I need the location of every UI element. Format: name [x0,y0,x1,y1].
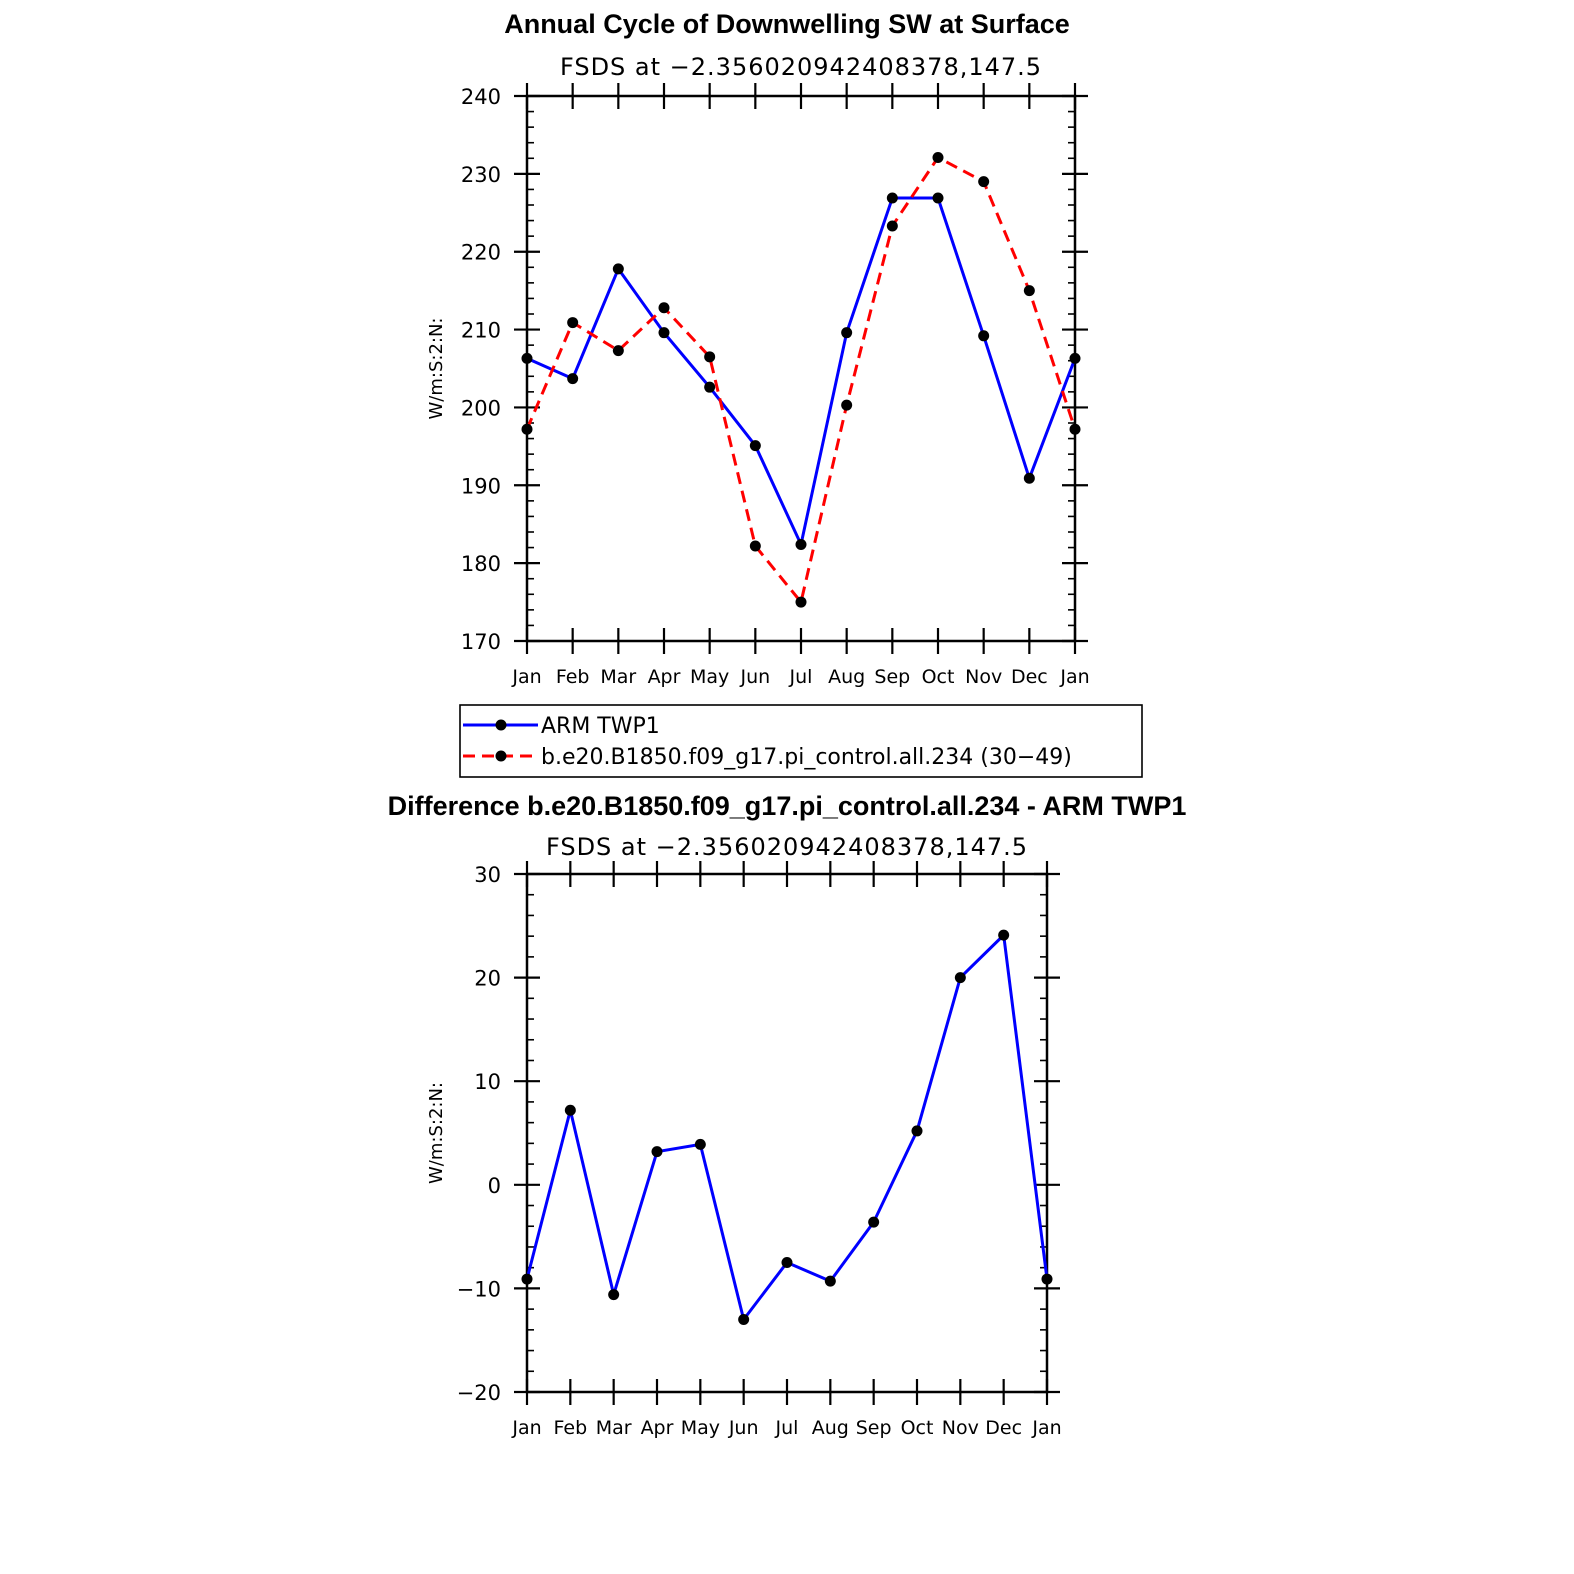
x-tick-label: Sep [855,1417,892,1439]
y-tick-label: 230 [460,162,501,187]
data-point [608,1289,619,1300]
data-point [522,353,533,364]
data-point [887,221,898,232]
data-point [522,424,533,435]
legend-swatch-marker [496,720,507,731]
data-point [613,345,624,356]
x-tick-label: May [680,1417,720,1439]
data-point [659,302,670,313]
data-point [695,1139,706,1150]
data-point [565,1105,576,1116]
series-line [527,198,1075,544]
data-point [933,152,944,163]
y-tick-label: 0 [487,1173,501,1198]
x-tick-label: Dec [985,1417,1023,1439]
data-point [659,327,670,338]
data-point [978,176,989,187]
y-tick-label: −10 [456,1277,501,1302]
legend-entry: b.e20.B1850.f09_g17.pi_control.all.234 (30−49) [541,745,1072,770]
data-point [825,1276,836,1287]
data-point [978,330,989,341]
y-tick-label: 30 [474,863,501,887]
y-tick-label: 210 [460,318,501,343]
plot-frame [527,874,1047,1392]
x-tick-label: Feb [553,1417,588,1439]
chart-subtitle: FSDS at −2.356020942408378,147.5 [559,53,1043,81]
axis-ticks [514,861,1060,1405]
data-point [912,1125,923,1136]
data-point [750,440,761,451]
legend [460,705,1142,777]
data-point [782,1257,793,1268]
y-axis-label: W/m:S:2:N: [426,317,447,420]
series-1 [522,192,1081,549]
data-point [738,1314,749,1325]
data-point [841,327,852,338]
x-tick-label: Mar [595,1417,632,1439]
chart-subtitle: FSDS at −2.356020942408378,147.5 [545,833,1029,861]
x-tick-label: Jul [775,1417,799,1439]
chart-title: Annual Cycle of Downwelling SW at Surface [504,9,1070,39]
data-point [750,541,761,552]
data-point [704,351,715,362]
data-point [933,192,944,203]
y-tick-label: 200 [460,396,501,421]
data-point [841,400,852,411]
x-tick-label: Sep [874,666,911,688]
data-point [796,597,807,608]
data-point [1024,285,1035,296]
x-tick-label: Apr [640,1417,674,1439]
y-tick-label: 220 [460,240,501,265]
data-point [567,373,578,384]
data-point [522,1274,533,1285]
data-point [998,930,1009,941]
y-tick-label: −20 [456,1381,501,1405]
y-tick-label: 170 [460,630,501,654]
y-tick-label: 180 [460,552,501,577]
data-point [704,382,715,393]
x-tick-label: Nov [941,1417,979,1439]
x-tick-label: Jun [728,1417,759,1439]
y-tick-label: 240 [460,85,501,109]
y-axis-label: W/m:S:2:N: [426,1082,447,1184]
x-tick-label: Mar [600,666,637,688]
data-point [567,317,578,328]
data-point [955,972,966,983]
series-line [527,158,1075,603]
x-tick-label: Oct [921,666,955,688]
data-point [887,192,898,203]
x-tick-label: Jan [512,666,542,688]
y-tick-label: 20 [474,966,501,991]
data-point [1042,1274,1053,1285]
data-point [1070,424,1081,435]
x-tick-label: Aug [828,666,866,688]
x-tick-label: Jan [1060,666,1090,688]
x-tick-label: Apr [647,666,681,688]
data-point [1024,473,1035,484]
x-tick-label: May [690,666,730,688]
x-tick-label: Jan [512,1417,542,1439]
x-tick-label: Jan [1032,1417,1062,1439]
x-tick-label: Jun [740,666,771,688]
series-1 [522,930,1053,1325]
x-tick-label: Feb [555,666,590,688]
chart-title: Difference b.e20.B1850.f09_g17.pi_control.all.234 - ARM TWP1 [387,791,1187,821]
chart-2 [388,791,1187,1439]
x-tick-label: Oct [900,1417,934,1439]
data-point [1070,353,1081,364]
x-tick-label: Aug [811,1417,849,1439]
x-tick-label: Nov [965,666,1003,688]
data-point [613,263,624,274]
legend-swatch-marker [496,751,507,762]
chart-1 [426,9,1142,777]
x-tick-label: Jul [789,666,813,688]
x-tick-label: Dec [1010,666,1048,688]
legend-entry: ARM TWP1 [541,714,660,739]
y-tick-label: 190 [460,474,501,499]
data-point [796,539,807,550]
data-point [868,1217,879,1228]
data-point [652,1146,663,1157]
y-tick-label: 10 [474,1070,501,1095]
axis-ticks [514,83,1088,654]
